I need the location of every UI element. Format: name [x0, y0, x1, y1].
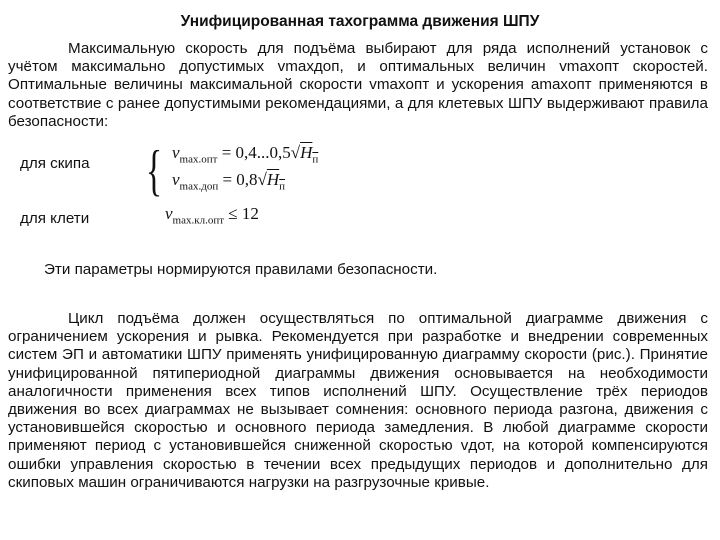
label-cage: для клети — [20, 210, 90, 227]
note-regulations: Эти параметры нормируются правилами безопасности. — [44, 261, 438, 278]
paragraph-cycle: Цикл подъёма должен осуществляться по оптимальной диаграмме движения с ограничением ускорения и рывка. Рекомендуется при разработке и внедрении современных систем ЭП и автоматики ШПУ применять унифицированную диаграмму скорости (рис.). Принятие унифицированной пятипериодной диаграммы движения основывается на необходимости аналогичности применения всех типов исполнений ШПУ. Осуществление трёх периодов движения во всех диаграммах не вызывает сомнения: основного периода разгона, движения с установившейся скоростью и основного периода замедления. В любой диаграмме скорости применяют период с установившейся сниженной скоростью vдот, на которой компенсируются ошибки управления скоростью в течении всех предыдущих периодов и дополнительно для скиповых машин ограничиваются нагрузки на разгрузочные кривые. — [8, 310, 708, 491]
paragraph-intro: Максимальную скорость для подъёма выбирают для ряда исполнений установок с учётом максимально допустимых vmaxдоп, и оптимальных величин vmaxопт скоростей. Оптимальные величины максимальной скорости vmaxопт и ускорения amaxопт применяются в соответствие с ранее допустимыми рекомендациями, а для клетевых ШПУ выдерживают правила безопасности: — [8, 40, 708, 130]
formula-brace: { — [146, 140, 163, 202]
label-skip: для скипа — [20, 155, 90, 172]
document-title: Унифицированная тахограмма движения ШПУ — [180, 13, 540, 30]
formula-cage: $v_{max.кл.опт} \le 12$ — [165, 204, 259, 227]
formula-skip-optimal: $v_{max.опт} = 0,4...0,5√H_п$ — [172, 143, 319, 166]
formula-skip-max: $v_{max.доп} = 0,8√H_п$ — [172, 170, 286, 193]
